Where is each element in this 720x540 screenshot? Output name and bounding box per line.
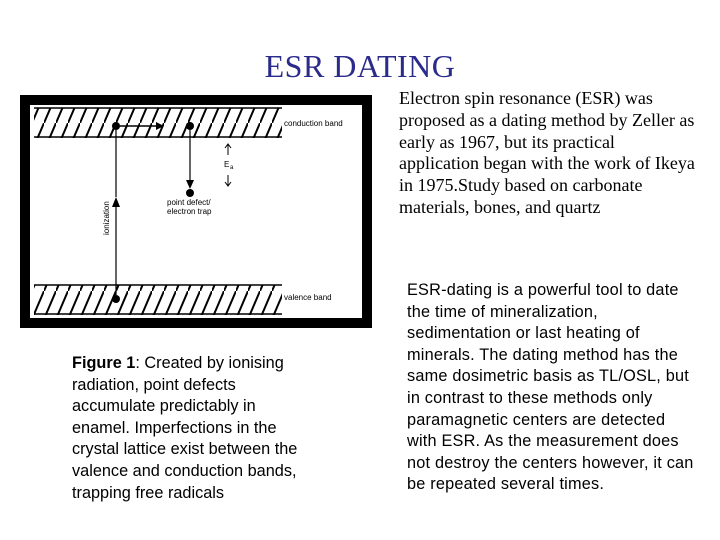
electron-dot-conduction-2 [186, 122, 194, 130]
electron-dot-valence [112, 295, 120, 303]
intro-paragraph: Electron spin resonance (ESR) was proposed as a dating method by Zeller as early as 1967, but its practical application began with the work of Ikeya in 1975.Study based on carbonate materials, bones, and quartz [399, 88, 695, 217]
caption-label: Figure 1 [72, 354, 136, 372]
defect-label-line1: point defect/ [167, 198, 211, 207]
band-gap-diagram [20, 95, 372, 328]
electron-dot-conduction [112, 122, 120, 130]
energy-subscript: a [230, 165, 234, 171]
conduction-band-label: conduction band [284, 119, 343, 128]
energy-label: E [224, 160, 230, 169]
description-paragraph: ESR-dating is a powerful tool to date the time of mineralization, sedimentation or last heating of minerals. The dating method has the same dosimetric basis as TL/OSL, but in contrast to these methods only paramagnetic centers are detected with ESR. As the measurement does not destroy the centers however, it can be repeated several times. [407, 281, 694, 494]
valence-band-hatch [34, 285, 282, 315]
valence-band-label: valence band [284, 293, 332, 302]
figure-caption [72, 353, 317, 504]
defect-label-line2: electron trap [167, 207, 212, 216]
page-title: ESR DATING [264, 48, 456, 84]
ionization-label: ionization [102, 201, 111, 235]
caption-text: : Created by ionising radiation, point defects accumulate predictably in enamel. Imperfections in the crystal lattice exist between the valence and conduction bands, trapping free radicals [72, 354, 298, 502]
trap-dot [186, 189, 194, 197]
